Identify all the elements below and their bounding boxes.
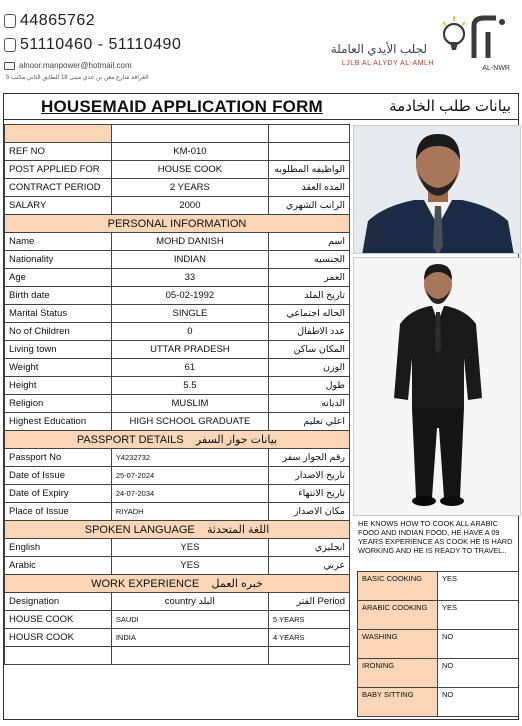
company-logo-icon: [440, 12, 510, 62]
field-value: HIGH SCHOOL GRADUATE: [111, 413, 268, 431]
field-label-arabic: المده العقد: [269, 179, 350, 197]
candidate-description: HE KNOWS HOW TO COOK ALL ARABIC FOOD AND INDIAN FOOD, HE HAVE A 09 YEARS EXPERIENCE AS COOK HE IS HARD WORKING AND HE IS READY TO TRAVEL..: [358, 519, 513, 555]
field-value: Y4232732: [111, 449, 268, 467]
portrait-figure-icon: [354, 126, 521, 254]
field-label-arabic: تاريخ الاصدار: [269, 467, 350, 485]
section-title-ar: خبره العمل: [211, 578, 263, 590]
section-work-experience: [5, 575, 350, 593]
skill-name: ARABIC COOKING: [358, 601, 438, 630]
form-row: [5, 539, 350, 557]
field-value: 24-07-2034: [111, 485, 268, 503]
form-row: [5, 161, 350, 179]
field-label: Highest Education: [5, 413, 112, 431]
skill-value: NO: [438, 659, 519, 688]
work-row: [5, 629, 350, 647]
form-row: [5, 143, 350, 161]
field-value: 0: [111, 323, 268, 341]
field-label: SALARY: [5, 197, 112, 215]
form-row: [5, 467, 350, 485]
field-label: REF NO: [5, 143, 112, 161]
field-label: Arabic: [5, 557, 112, 575]
skill-row: [358, 688, 519, 717]
form-row: [5, 323, 350, 341]
field-label-arabic: اعلي تعليم: [269, 413, 350, 431]
field-label-arabic: اسم: [269, 233, 350, 251]
form-row: [5, 449, 350, 467]
field-value: UTTAR PRADESH: [111, 341, 268, 359]
field-label: Date of Issue: [5, 467, 112, 485]
phone1-text: 44865762: [20, 12, 96, 29]
work-row: [5, 611, 350, 629]
work-designation: HOUSE COOK: [5, 611, 112, 629]
phone-primary: [4, 12, 95, 30]
work-header-row: [5, 593, 350, 611]
skill-value: NO: [438, 630, 519, 659]
form-row: [5, 287, 350, 305]
form-row: [5, 233, 350, 251]
work-period: 4 YEARS: [269, 629, 350, 647]
field-value: INDIAN: [111, 251, 268, 269]
field-label-arabic: الحاله اجتماعي: [269, 305, 350, 323]
form-row: [5, 377, 350, 395]
form-row: [5, 395, 350, 413]
phone-secondary: [4, 36, 181, 54]
field-value: YES: [111, 539, 268, 557]
form-title-arabic: بيانات طلب الخادمة: [389, 98, 511, 115]
spacer-row: [5, 125, 350, 143]
field-value: 25-07-2024: [111, 467, 268, 485]
field-label: Date of Expiry: [5, 485, 112, 503]
skill-row: [358, 659, 519, 688]
field-label-arabic: تاريخ الملد: [269, 287, 350, 305]
form-row: [5, 251, 350, 269]
field-label-arabic: عدد الاطفال: [269, 323, 350, 341]
work-country: INDIA: [111, 629, 268, 647]
field-value: 2000: [111, 197, 268, 215]
skill-row: [358, 601, 519, 630]
skill-row: [358, 630, 519, 659]
email-text: alnoor.manpower@hotmail.com: [19, 61, 132, 70]
skills-table: [357, 571, 519, 717]
field-value: 61: [111, 359, 268, 377]
field-value: MOHD DANISH: [111, 233, 268, 251]
form-row: [5, 197, 350, 215]
logo-arabic-text: لجلب الأيدي العاملة: [330, 42, 427, 56]
mobile-icon: [4, 38, 16, 52]
skill-value: YES: [438, 601, 519, 630]
field-value: 2 YEARS: [111, 179, 268, 197]
field-label: Nationality: [5, 251, 112, 269]
field-value: 05-02-1992: [111, 287, 268, 305]
field-label-arabic: الديانه: [269, 395, 350, 413]
form-row: [5, 503, 350, 521]
skill-value: YES: [438, 572, 519, 601]
form-row: [5, 413, 350, 431]
section-title-ar: اللغة المتحدثة: [207, 524, 270, 536]
skill-row: [358, 572, 519, 601]
field-label-arabic: العمر: [269, 269, 350, 287]
form-row: [5, 269, 350, 287]
skill-name: BABY SITTING: [358, 688, 438, 717]
phone2-text: 51110460 - 51110490: [20, 36, 182, 53]
field-label: POST APPLIED FOR: [5, 161, 112, 179]
field-label-arabic: عربي: [269, 557, 350, 575]
form-row: [5, 359, 350, 377]
field-label: Passport No: [5, 449, 112, 467]
skill-name: IRONING: [358, 659, 438, 688]
mail-icon: [4, 62, 15, 70]
field-label: Name: [5, 233, 112, 251]
field-label: Living town: [5, 341, 112, 359]
field-value: 5.5: [111, 377, 268, 395]
field-label: CONTRACT PERIOD: [5, 179, 112, 197]
field-label: English: [5, 539, 112, 557]
field-label: Height: [5, 377, 112, 395]
application-form-table: [4, 124, 350, 665]
field-label: Birth date: [5, 287, 112, 305]
title-bar: [3, 93, 519, 120]
work-designation: HOUSR COOK: [5, 629, 112, 647]
form-row: [5, 179, 350, 197]
full-body-figure-icon: [354, 258, 521, 516]
field-label-arabic: طول: [269, 377, 350, 395]
field-label-arabic: الوزن: [269, 359, 350, 377]
field-label-arabic: [269, 143, 350, 161]
field-label-arabic: الواظيفه المطلوبه: [269, 161, 350, 179]
field-value: MUSLIM: [111, 395, 268, 413]
field-value: RIYADH: [111, 503, 268, 521]
skill-name: WASHING: [358, 630, 438, 659]
field-value: KM-010: [111, 143, 268, 161]
candidate-full-body-photo: [353, 257, 521, 516]
section-spoken-language: [5, 521, 350, 539]
section-title-en: SPOKEN LANGUAGE: [84, 524, 195, 536]
work-country: SAUDI: [111, 611, 268, 629]
field-label: Age: [5, 269, 112, 287]
skill-value: NO: [438, 688, 519, 717]
form-row: [5, 305, 350, 323]
form-row: [5, 485, 350, 503]
form-row: [5, 341, 350, 359]
logo-english-text: LJLB AL ALYDY AL-AMLH: [341, 60, 434, 67]
section-passport-details: [5, 431, 350, 449]
field-label: Religion: [5, 395, 112, 413]
field-label: Place of Issue: [5, 503, 112, 521]
column-header-country: country البلد: [111, 593, 268, 611]
field-label: Weight: [5, 359, 112, 377]
candidate-portrait-photo: [353, 125, 521, 254]
column-header-designation: Designation: [5, 593, 112, 611]
section-title-en: WORK EXPERIENCE: [91, 578, 200, 590]
section-personal-information: [5, 215, 350, 233]
form-row: [5, 557, 350, 575]
section-title: [5, 521, 350, 539]
field-label-arabic: رقم الجواز سفر: [269, 449, 350, 467]
field-value: HOUSE COOK: [111, 161, 268, 179]
column-header-period: Period الفتر: [269, 593, 350, 611]
phone-icon: [4, 14, 16, 28]
form-title: HOUSEMAID APPLICATION FORM: [41, 97, 323, 116]
field-value: SINGLE: [111, 305, 268, 323]
skill-name: BASIC COOKING: [358, 572, 438, 601]
address-arabic: الغرافة شارع معن بن عدي مبنى 18 الطابق الثاني مكتب 5: [6, 75, 149, 81]
work-period: 5 YEARS: [269, 611, 350, 629]
email-line: [4, 61, 132, 70]
field-label-arabic: الجنسيه: [269, 251, 350, 269]
logo-name-text: AL-NWR: [482, 65, 510, 72]
page-header: [0, 0, 522, 92]
section-title: PERSONAL INFORMATION: [5, 215, 350, 233]
field-label: No of Children: [5, 323, 112, 341]
field-label-arabic: مكان الاصدار: [269, 503, 350, 521]
section-title: [5, 431, 350, 449]
field-label: Marital Status: [5, 305, 112, 323]
field-label-arabic: تاريخ الانتهاء: [269, 485, 350, 503]
section-title: [5, 575, 350, 593]
section-title-ar: بيانات جواز السفر: [195, 434, 278, 446]
work-row-empty: [5, 647, 350, 665]
field-label-arabic: الراتب الشهري: [269, 197, 350, 215]
section-title-en: PASSPORT DETAILS: [76, 434, 184, 446]
field-label-arabic: المكان ساكن: [269, 341, 350, 359]
field-label-arabic: انجليزي: [269, 539, 350, 557]
field-value: 33: [111, 269, 268, 287]
field-value: YES: [111, 557, 268, 575]
